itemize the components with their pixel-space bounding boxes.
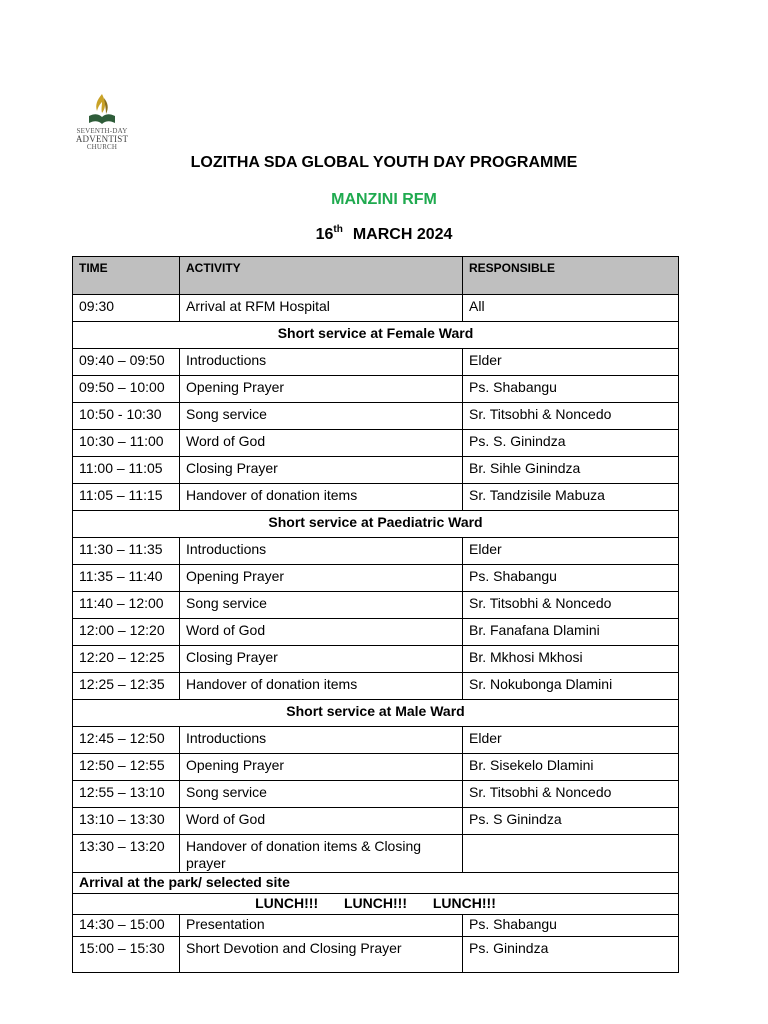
header-activity: ACTIVITY <box>180 257 463 295</box>
cell-activity: Introductions <box>180 538 463 565</box>
cell-time: 09:30 <box>73 295 180 322</box>
cell-time: 09:40 – 09:50 <box>73 349 180 376</box>
section-row-paediatric <box>73 511 679 538</box>
cell-activity: Song service <box>180 781 463 808</box>
cell-responsible: Sr. Tandzisile Mabuza <box>463 484 679 511</box>
table-row <box>73 754 679 781</box>
table-row <box>73 592 679 619</box>
cell-responsible: Sr. Titsobhi & Noncedo <box>463 781 679 808</box>
cell-responsible: Elder <box>463 727 679 754</box>
cell-time: 12:25 – 12:35 <box>73 673 180 700</box>
sda-logo <box>70 92 134 156</box>
cell-responsible: Sr. Titsobhi & Noncedo <box>463 592 679 619</box>
page-subtitle: MANZINI RFM <box>331 191 437 208</box>
lunch-word: LUNCH!!! <box>344 895 407 911</box>
cell-responsible: Ps. S Ginindza <box>463 808 679 835</box>
header-responsible: RESPONSIBLE <box>463 257 679 295</box>
cell-time: 12:20 – 12:25 <box>73 646 180 673</box>
cell-activity: Closing Prayer <box>180 457 463 484</box>
cell-responsible: Elder <box>463 538 679 565</box>
cell-activity: Opening Prayer <box>180 565 463 592</box>
lunch-word: LUNCH!!! <box>432 895 496 911</box>
table-row <box>73 781 679 808</box>
table-row <box>73 457 679 484</box>
cell-activity: Song service <box>180 403 463 430</box>
cell-responsible: Ps. Shabangu <box>463 565 679 592</box>
cell-responsible: All <box>463 295 679 322</box>
cell-responsible: Sr. Nokubonga Dlamini <box>463 673 679 700</box>
date-suffix: th <box>333 224 343 235</box>
section-title: Short service at Male Ward <box>73 700 679 727</box>
park-arrival-text: Arrival at the park/ selected site <box>73 873 679 894</box>
cell-time: 12:45 – 12:50 <box>73 727 180 754</box>
park-arrival-row <box>73 873 679 894</box>
table-row <box>73 835 679 873</box>
cell-responsible: Ps. S. Ginindza <box>463 430 679 457</box>
logo-line3: CHURCH <box>86 143 118 151</box>
cell-activity: Handover of donation items & Closing prayer <box>180 835 463 873</box>
cell-time: 14:30 – 15:00 <box>73 915 180 937</box>
table-row <box>73 538 679 565</box>
table-row <box>73 403 679 430</box>
cell-responsible: Br. Fanafana Dlamini <box>463 619 679 646</box>
table-header-row <box>73 257 679 295</box>
cell-activity: Introductions <box>180 349 463 376</box>
section-title: Short service at Female Ward <box>73 322 679 349</box>
cell-responsible: Br. Sihle Ginindza <box>463 457 679 484</box>
date-rest: MARCH 2024 <box>352 226 453 243</box>
table-row <box>73 619 679 646</box>
table-row <box>73 937 679 973</box>
afternoon-rows <box>73 915 679 973</box>
cell-activity: Handover of donation items <box>180 484 463 511</box>
cell-activity: Closing Prayer <box>180 646 463 673</box>
table-row <box>73 673 679 700</box>
section-row-female <box>73 322 679 349</box>
cell-activity: Word of God <box>180 808 463 835</box>
female-ward-rows <box>73 349 679 511</box>
cell-activity: Short Devotion and Closing Prayer <box>180 937 463 973</box>
table-row <box>73 727 679 754</box>
cell-responsible: Ps. Ginindza <box>463 937 679 973</box>
cell-time: 13:10 – 13:30 <box>73 808 180 835</box>
cell-responsible: Ps. Shabangu <box>463 376 679 403</box>
cell-responsible: Ps. Shabangu <box>463 915 679 937</box>
cell-time: 11:05 – 11:15 <box>73 484 180 511</box>
logo-line2: ADVENTIST <box>75 134 129 144</box>
cell-time: 12:50 – 12:55 <box>73 754 180 781</box>
table-row <box>73 295 679 322</box>
date-day: 16 <box>315 226 334 243</box>
event-date <box>0 226 768 244</box>
cell-activity: Opening Prayer <box>180 376 463 403</box>
cell-time: 11:35 – 11:40 <box>73 565 180 592</box>
table-row <box>73 484 679 511</box>
cell-time: 15:00 – 15:30 <box>73 937 180 973</box>
section-row-male <box>73 700 679 727</box>
lunch-row <box>73 894 679 915</box>
lunch-word: LUNCH!!! <box>255 895 319 911</box>
table-row <box>73 430 679 457</box>
cell-responsible: Sr. Titsobhi & Noncedo <box>463 403 679 430</box>
cell-time: 11:00 – 11:05 <box>73 457 180 484</box>
cell-time: 12:55 – 13:10 <box>73 781 180 808</box>
logo-line1: SEVENTH-DAY <box>76 127 128 135</box>
table-row <box>73 376 679 403</box>
table-row <box>73 565 679 592</box>
cell-time: 13:30 – 13:20 <box>73 835 180 873</box>
cell-time: 10:30 – 11:00 <box>73 430 180 457</box>
section-title: Short service at Paediatric Ward <box>73 511 679 538</box>
cell-activity: Word of God <box>180 430 463 457</box>
cell-activity: Introductions <box>180 727 463 754</box>
cell-time: 10:50 - 10:30 <box>73 403 180 430</box>
cell-responsible: Br. Mkhosi Mkhosi <box>463 646 679 673</box>
flame-book-icon <box>87 92 117 128</box>
cell-activity: Handover of donation items <box>180 673 463 700</box>
cell-time: 11:30 – 11:35 <box>73 538 180 565</box>
male-ward-rows <box>73 727 679 873</box>
table-row <box>73 646 679 673</box>
cell-activity: Opening Prayer <box>180 754 463 781</box>
cell-activity: Word of God <box>180 619 463 646</box>
cell-activity: Arrival at RFM Hospital <box>180 295 463 322</box>
header-time: TIME <box>73 257 180 295</box>
cell-time: 11:40 – 12:00 <box>73 592 180 619</box>
paediatric-ward-rows <box>73 538 679 700</box>
cell-time: 09:50 – 10:00 <box>73 376 180 403</box>
lunch-cell <box>73 894 679 915</box>
programme-table <box>72 256 679 973</box>
cell-responsible <box>463 835 679 873</box>
cell-activity: Presentation <box>180 915 463 937</box>
cell-time: 12:00 – 12:20 <box>73 619 180 646</box>
table-row <box>73 808 679 835</box>
cell-activity: Song service <box>180 592 463 619</box>
cell-responsible: Br. Sisekelo Dlamini <box>463 754 679 781</box>
page-title: LOZITHA SDA GLOBAL YOUTH DAY PROGRAMME <box>190 154 578 171</box>
cell-responsible: Elder <box>463 349 679 376</box>
table-row <box>73 915 679 937</box>
table-row <box>73 349 679 376</box>
